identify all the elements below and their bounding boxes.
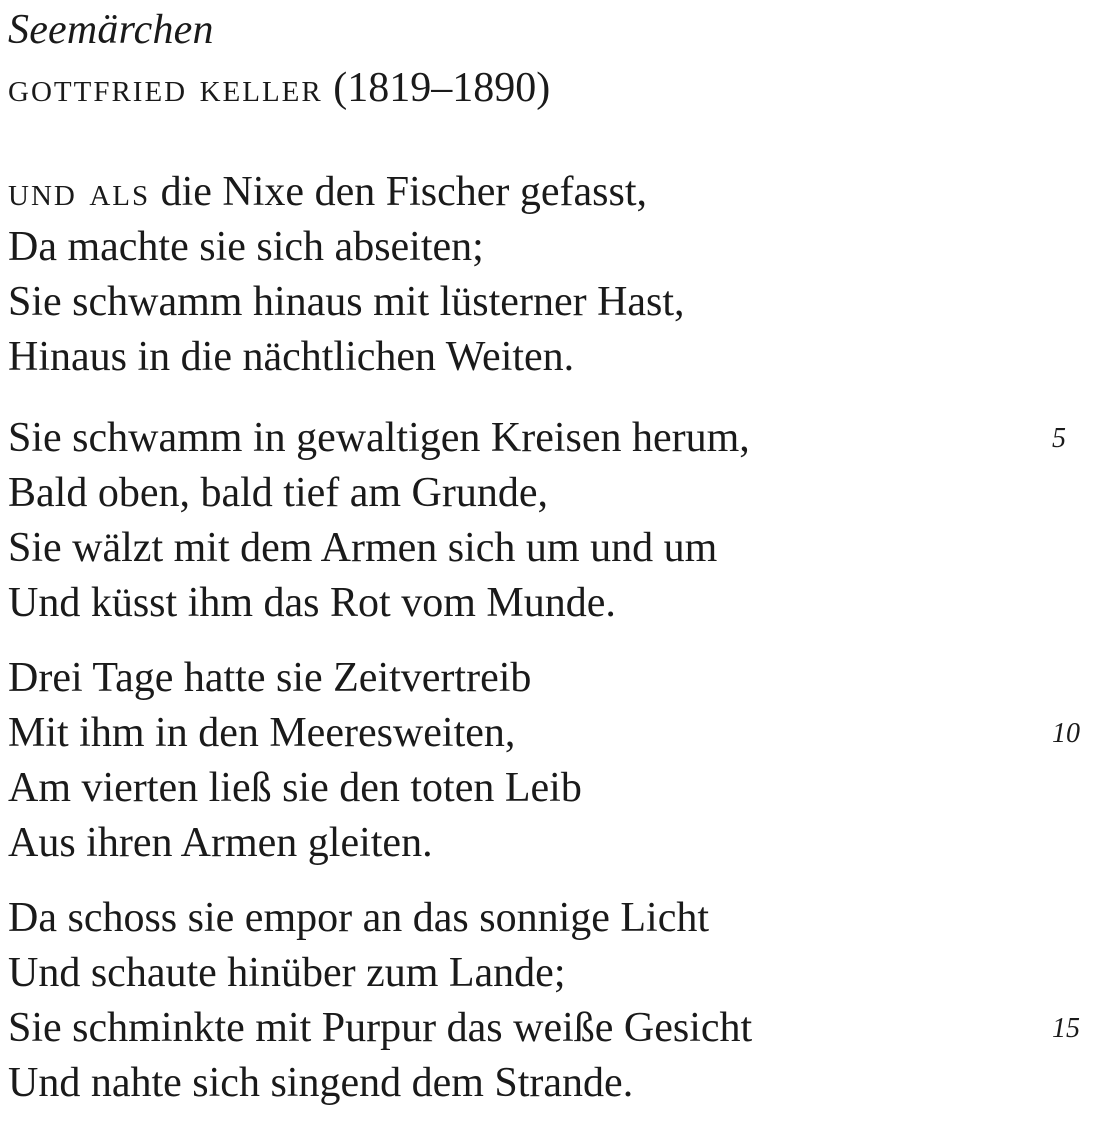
poem-title: Seemärchen xyxy=(8,7,214,53)
poem-line xyxy=(8,891,1098,946)
poem-page xyxy=(8,0,1098,1121)
line-text-rest: die Nixe den Fischer gefasst, xyxy=(150,169,647,215)
author-line xyxy=(8,62,550,114)
poem-line xyxy=(8,220,1098,275)
line-text: Da schoss sie empor an das sonnige Licht xyxy=(8,895,710,941)
stanza xyxy=(8,651,1098,871)
poem-line xyxy=(8,165,1098,220)
line-text: Hinaus in die nächtlichen Weiten. xyxy=(8,334,575,380)
line-text: Sie schminkte mit Purpur das weiße Gesicht xyxy=(8,1005,753,1051)
line-text: Aus ihren Armen gleiten. xyxy=(8,820,433,866)
poem-line xyxy=(8,1001,1098,1056)
poem-line xyxy=(8,946,1098,1001)
line-number: 5 xyxy=(1052,423,1066,454)
poem-line xyxy=(8,761,1098,816)
line-number: 15 xyxy=(1052,1013,1080,1044)
line-text: Am vierten ließ sie den toten Leib xyxy=(8,765,582,811)
author-dates: (1819–1890) xyxy=(333,65,551,111)
line-text: Sie wälzt mit dem Armen sich um und um xyxy=(8,525,718,571)
poem-line xyxy=(8,816,1098,871)
poem-line xyxy=(8,1056,1098,1111)
line-text: Sie schwamm in gewaltigen Kreisen herum, xyxy=(8,415,750,461)
poem-line xyxy=(8,521,1098,576)
line-number: 10 xyxy=(1052,718,1080,749)
stanza xyxy=(8,411,1098,631)
opening-small-caps: und als xyxy=(8,169,151,215)
line-text xyxy=(8,165,647,220)
line-text: Mit ihm in den Meeresweiten, xyxy=(8,710,516,756)
line-text: Sie schwamm hinaus mit lüsterner Hast, xyxy=(8,279,685,325)
line-text: Und nahte sich singend dem Strande. xyxy=(8,1060,634,1106)
poem-line xyxy=(8,275,1098,330)
line-text: Drei Tage hatte sie Zeitvertreib xyxy=(8,655,532,701)
poem-line xyxy=(8,466,1098,521)
line-text: Da machte sie sich abseiten; xyxy=(8,224,484,270)
poem-line xyxy=(8,330,1098,385)
poem-line xyxy=(8,706,1098,761)
author-name: gottfried keller xyxy=(8,65,323,111)
line-text: Und schaute hinüber zum Lande; xyxy=(8,950,566,996)
poem-line xyxy=(8,651,1098,706)
line-text: Bald oben, bald tief am Grunde, xyxy=(8,470,549,516)
line-text: Und küsst ihm das Rot vom Munde. xyxy=(8,580,616,626)
stanza xyxy=(8,891,1098,1111)
poem-line xyxy=(8,576,1098,631)
stanza xyxy=(8,165,1098,385)
poem-line xyxy=(8,411,1098,466)
